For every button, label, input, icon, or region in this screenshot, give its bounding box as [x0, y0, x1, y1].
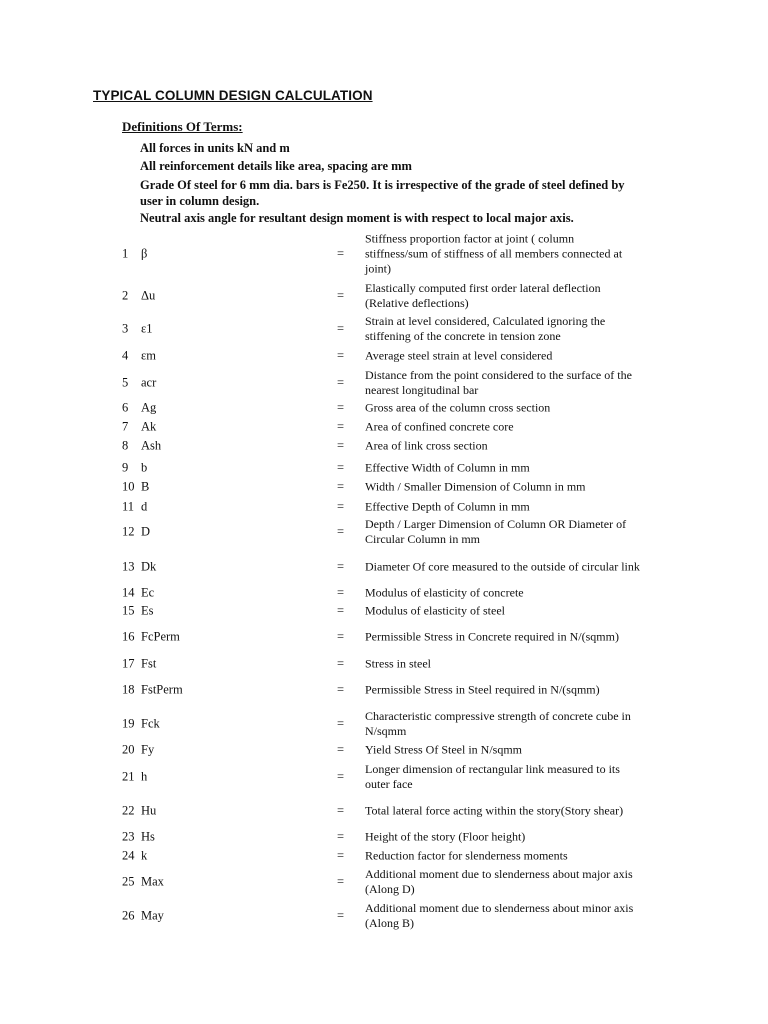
term-row — [0, 655, 768, 673]
equals-sign: = — [337, 908, 345, 923]
term-number: 5 — [122, 375, 129, 390]
term-description: Reduction factor for slenderness moments — [365, 848, 568, 863]
term-symbol: FcPerm — [141, 629, 180, 644]
term-number: 23 — [122, 829, 135, 844]
term-description: Stress in steel — [365, 656, 431, 671]
equals-sign: = — [337, 559, 345, 574]
term-row — [0, 230, 768, 278]
term-number: 19 — [122, 716, 135, 731]
term-row — [0, 437, 768, 455]
term-row — [0, 399, 768, 417]
term-symbol: Ec — [141, 585, 155, 600]
equals-sign: = — [337, 716, 345, 731]
term-number: 3 — [122, 321, 129, 336]
equals-sign: = — [337, 400, 345, 415]
term-number: 1 — [122, 246, 129, 261]
definition-line: Grade Of steel for 6 mm dia. bars is Fe250. It is irrespective of the grade of steel defined by user in column design. — [140, 178, 625, 208]
term-number: 10 — [122, 479, 135, 494]
term-description: Average steel strain at level considered — [365, 348, 553, 363]
term-symbol: Fy — [141, 742, 155, 757]
term-description: Permissible Stress in Concrete required in N/(sqmm) — [365, 629, 619, 644]
term-description: Diameter Of core measured to the outside of circular link — [365, 559, 640, 574]
term-number: 17 — [122, 656, 135, 671]
page-title: TYPICAL COLUMN DESIGN CALCULATION — [93, 88, 373, 103]
term-description: Gross area of the column cross section — [365, 400, 551, 415]
term-description: Longer dimension of rectangular link measured to its outer face — [365, 762, 620, 791]
term-description: Depth / Larger Dimension of Column OR Diameter of Circular Column in mm — [365, 517, 627, 546]
term-description: Additional moment due to slenderness about minor axis (Along B) — [365, 901, 634, 930]
equals-sign: = — [337, 585, 345, 600]
equals-sign: = — [337, 603, 345, 618]
term-number: 25 — [122, 874, 135, 889]
term-number: 24 — [122, 848, 135, 863]
equals-sign: = — [337, 848, 345, 863]
equals-sign: = — [337, 288, 345, 303]
term-symbol: Es — [141, 603, 154, 618]
term-description: Stiffness proportion factor at joint ( column stiffness/sum of stiffness of all members connected at joint) — [365, 231, 623, 276]
definitions-heading: Definitions Of Terms: — [122, 119, 243, 134]
definition-line: Neutral axis angle for resultant design moment is with respect to local major axis. — [140, 211, 574, 225]
term-description: Effective Width of Column in mm — [365, 460, 530, 475]
definition-line: All forces in units kN and m — [140, 141, 290, 155]
equals-sign: = — [337, 874, 345, 889]
term-row — [0, 795, 768, 827]
equals-sign: = — [337, 438, 345, 453]
term-symbol: εm — [141, 348, 156, 363]
term-description: Distance from the point considered to the surface of the nearest longitudinal bar — [365, 368, 632, 397]
term-number: 20 — [122, 742, 135, 757]
term-number: 11 — [122, 499, 135, 514]
equals-sign: = — [337, 524, 345, 539]
term-row — [0, 621, 768, 653]
term-symbol: Ak — [141, 419, 157, 434]
term-row — [0, 828, 768, 846]
term-symbol: Max — [141, 874, 164, 889]
equals-sign: = — [337, 321, 345, 336]
equals-sign: = — [337, 499, 345, 514]
term-description: Total lateral force acting within the story(Story shear) — [365, 803, 624, 818]
term-number: 9 — [122, 460, 129, 475]
term-description: Height of the story (Floor height) — [365, 829, 526, 844]
term-symbol: Hs — [141, 829, 155, 844]
term-number: 15 — [122, 603, 135, 618]
term-row — [0, 367, 768, 399]
term-description: Permissible Stress in Steel required in N/(sqmm) — [365, 682, 600, 697]
term-symbol: May — [141, 908, 164, 923]
equals-sign: = — [337, 479, 345, 494]
term-symbol: h — [141, 769, 148, 784]
term-description: Modulus of elasticity of concrete — [365, 585, 524, 600]
term-symbol: b — [141, 460, 148, 475]
term-description: Modulus of elasticity of steel — [365, 603, 505, 618]
term-description: Yield Stress Of Steel in N/sqmm — [365, 742, 522, 757]
term-row — [0, 584, 768, 602]
term-row — [0, 761, 768, 793]
term-number: 7 — [122, 419, 129, 434]
term-row — [0, 347, 768, 365]
term-number: 16 — [122, 629, 135, 644]
term-number: 13 — [122, 559, 135, 574]
term-row — [0, 313, 768, 345]
equals-sign: = — [337, 460, 345, 475]
term-number: 12 — [122, 524, 135, 539]
term-row — [0, 498, 768, 516]
term-symbol: Δu — [141, 288, 156, 303]
term-description: Additional moment due to slenderness about major axis (Along D) — [365, 867, 633, 896]
term-number: 21 — [122, 769, 135, 784]
equals-sign: = — [337, 348, 345, 363]
equals-sign: = — [337, 629, 345, 644]
term-description: Area of confined concrete core — [365, 419, 514, 434]
equals-sign: = — [337, 656, 345, 671]
term-row — [0, 516, 768, 548]
term-number: 26 — [122, 908, 135, 923]
term-symbol: k — [141, 848, 148, 863]
term-number: 2 — [122, 288, 129, 303]
term-row — [0, 459, 768, 477]
term-number: 14 — [122, 585, 135, 600]
term-row — [0, 708, 768, 740]
term-row — [0, 280, 768, 312]
term-row — [0, 551, 768, 583]
equals-sign: = — [337, 803, 345, 818]
term-symbol: Hu — [141, 803, 157, 818]
term-row — [0, 418, 768, 436]
equals-sign: = — [337, 682, 345, 697]
equals-sign: = — [337, 769, 345, 784]
term-symbol: Ag — [141, 400, 157, 415]
term-symbol: D — [141, 524, 151, 539]
term-description: Width / Smaller Dimension of Column in mm — [365, 479, 586, 494]
term-description: Characteristic compressive strength of concrete cube in N/sqmm — [365, 709, 631, 738]
term-symbol: FstPerm — [141, 682, 183, 697]
term-symbol: d — [141, 499, 148, 514]
term-number: 8 — [122, 438, 129, 453]
equals-sign: = — [337, 829, 345, 844]
term-row — [0, 478, 768, 496]
term-symbol: Fck — [141, 716, 160, 731]
term-number: 4 — [122, 348, 129, 363]
term-description: Elastically computed first order lateral deflection (Relative deflections) — [365, 281, 601, 310]
term-row — [0, 847, 768, 865]
term-row — [0, 900, 768, 932]
term-number: 6 — [122, 400, 129, 415]
definition-line: All reinforcement details like area, spacing are mm — [140, 159, 412, 173]
term-description: Strain at level considered, Calculated ignoring the stiffening of the concrete in tension zone — [365, 314, 606, 343]
equals-sign: = — [337, 742, 345, 757]
term-row — [0, 741, 768, 759]
term-symbol: Ash — [141, 438, 162, 453]
equals-sign: = — [337, 419, 345, 434]
term-row — [0, 866, 768, 898]
term-row — [0, 602, 768, 620]
equals-sign: = — [337, 246, 345, 261]
term-number: 22 — [122, 803, 135, 818]
term-symbol: B — [141, 479, 150, 494]
term-number: 18 — [122, 682, 135, 697]
term-description: Effective Depth of Column in mm — [365, 499, 530, 514]
equals-sign: = — [337, 375, 345, 390]
term-symbol: ε1 — [141, 321, 153, 336]
term-row — [0, 674, 768, 706]
term-symbol: Dk — [141, 559, 157, 574]
term-symbol: Fst — [141, 656, 157, 671]
term-symbol: β — [141, 246, 148, 261]
term-description: Area of link cross section — [365, 438, 488, 453]
term-symbol: acr — [141, 375, 157, 390]
